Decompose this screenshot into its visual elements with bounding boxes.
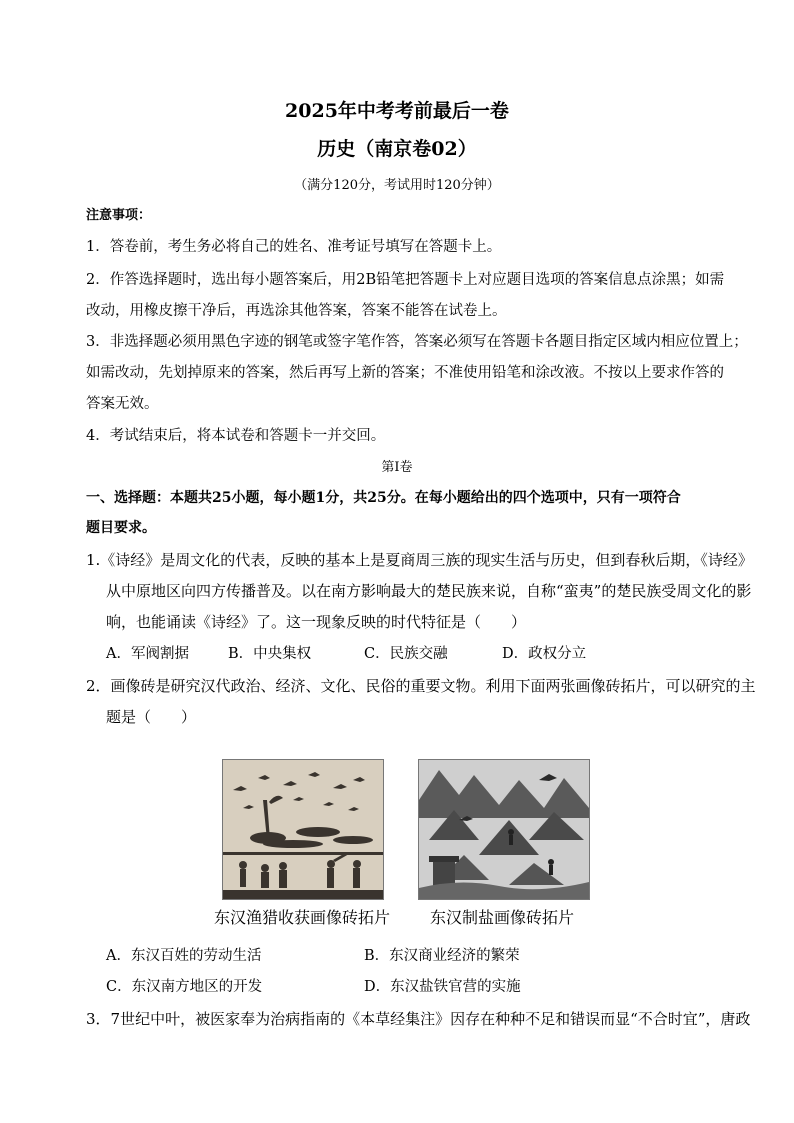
- q1-option-a: A．军阀割据: [106, 646, 189, 662]
- q2-stem-line-2: 题是（ ）: [106, 708, 197, 726]
- notice-item-2-line-1: 2．作答选择题时，选出每小题答案后，用2B铅笔把答题卡上对应题目选项的答案信息点涂黑；如需: [86, 272, 725, 288]
- notice-item-3-line-2: 如需改动，先划掉原来的答案，然后再写上新的答案；不准使用铅笔和涂改液。不按以上要求作答的: [86, 365, 724, 381]
- q2-option-a: A．东汉百姓的劳动生活: [106, 948, 262, 964]
- section-intro-line-1: 一、选择题：本题共25小题，每小题1分，共25分。在每小题给出的四个选项中，只有一项符合: [86, 490, 681, 506]
- q2-stem-line-1: 2．画像砖是研究汉代政治、经济、文化、民俗的重要文物。利用下面两张画像砖拓片，可以研究的主: [86, 677, 756, 695]
- q1-option-d: D．政权分立: [502, 646, 587, 662]
- q1-stem-line-3: 响，也能诵读《诗经》了。这一现象反映的时代特征是（ ）: [106, 613, 527, 631]
- notice-item-3-line-3: 答案无效。: [86, 396, 159, 412]
- q1-option-c: C．民族交融: [364, 646, 448, 662]
- notice-item-3-line-1: 3．非选择题必须用黑色字迹的钢笔或签字笔作答，答案必须写在答题卡各题目指定区域内相应位置上；: [86, 334, 748, 350]
- q1-option-b: B．中央集权: [228, 646, 312, 662]
- volume-label: 第Ⅰ卷: [381, 460, 413, 475]
- caption-salt-making: 东汉制盐画像砖拓片: [430, 908, 575, 927]
- notice-item-2-line-2: 改动，用橡皮擦干净后，再选涂其他答案，答案不能答在试卷上。: [86, 303, 507, 319]
- q1-stem-line-1: 1.《诗经》是周文化的代表，反映的基本上是夏商周三族的现实生活与历史，但到春秋后期，《诗经》: [86, 551, 753, 569]
- exam-title: 2025年中考考前最后一卷: [285, 100, 509, 122]
- notice-item-1: 1．答卷前，考生务必将自己的姓名、准考证号填写在答题卡上。: [86, 239, 502, 255]
- notice-heading: 注意事项：: [86, 208, 152, 223]
- notice-item-4: 4．考试结束后，将本试卷和答题卡一并交回。: [86, 428, 386, 444]
- q3-stem-line-1: 3．7世纪中叶，被医家奉为治病指南的《本草经集注》因存在种种不足和错误而显“不合时宜”，唐政: [86, 1010, 751, 1028]
- q2-option-d: D．东汉盐铁官营的实施: [364, 979, 521, 995]
- fishing-hunting-rubbing-image: [222, 759, 384, 900]
- q2-option-c: C．东汉南方地区的开发: [106, 979, 263, 995]
- exam-duration-note: （满分120分，考试用时120分钟）: [294, 178, 500, 193]
- section-intro-line-2: 题目要求。: [86, 520, 156, 536]
- salt-making-rubbing-image: [418, 759, 590, 900]
- caption-fishing-hunting: 东汉渔猎收获画像砖拓片: [214, 908, 391, 927]
- exam-subtitle: 历史（南京卷02）: [317, 138, 477, 160]
- q2-option-b: B．东汉商业经济的繁荣: [364, 948, 520, 964]
- q1-stem-line-2: 从中原地区向四方传播普及。以在南方影响最大的楚民族来说，自称“蛮夷”的楚民族受周文化的影: [106, 582, 752, 600]
